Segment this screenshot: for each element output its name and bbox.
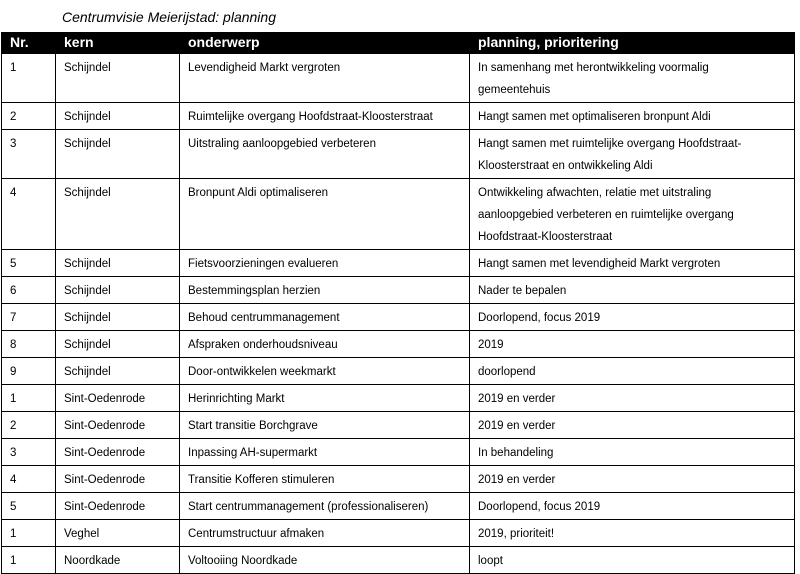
cell-onderwerp: Herinrichting Markt (180, 385, 470, 412)
cell-onderwerp: Bronpunt Aldi optimaliseren (180, 179, 470, 250)
cell-planning (470, 130, 795, 179)
cell-nr: 3 (2, 439, 56, 466)
cell-nr: 6 (2, 277, 56, 304)
cell-nr: 4 (2, 466, 56, 493)
cell-planning (470, 385, 795, 412)
planning-line: In behandeling (478, 447, 554, 459)
planning-line: Hangt samen met levendigheid Markt vergroten (478, 258, 721, 270)
planning-line: Hoofdstraat-Kloosterstraat (478, 231, 613, 243)
table-row (2, 277, 795, 304)
cell-onderwerp: Door-ontwikkelen weekmarkt (180, 358, 470, 385)
table-row (2, 331, 795, 358)
cell-nr: 2 (2, 103, 56, 130)
cell-kern: Sint-Oedenrode (56, 412, 180, 439)
table-row (2, 466, 795, 493)
cell-planning (470, 331, 795, 358)
cell-nr: 7 (2, 304, 56, 331)
table-row (2, 304, 795, 331)
table-row (2, 103, 795, 130)
cell-planning (470, 439, 795, 466)
cell-onderwerp: Start centrummanagement (professionaliseren) (180, 493, 470, 520)
cell-kern: Schijndel (56, 304, 180, 331)
cell-kern: Schijndel (56, 130, 180, 179)
table-row (2, 54, 795, 103)
cell-onderwerp: Inpassing AH-supermarkt (180, 439, 470, 466)
table-row (2, 358, 795, 385)
planning-line: In samenhang met herontwikkeling voormalig (478, 62, 709, 74)
cell-kern: Sint-Oedenrode (56, 385, 180, 412)
cell-onderwerp: Start transitie Borchgrave (180, 412, 470, 439)
cell-nr: 1 (2, 547, 56, 574)
cell-kern: Sint-Oedenrode (56, 466, 180, 493)
column-header-onderwerp: onderwerp (180, 33, 470, 54)
cell-planning (470, 466, 795, 493)
cell-kern: Sint-Oedenrode (56, 439, 180, 466)
table-row (2, 412, 795, 439)
planning-line: 2019 en verder (478, 474, 556, 486)
cell-nr: 9 (2, 358, 56, 385)
column-header-kern: kern (56, 33, 180, 54)
cell-kern: Sint-Oedenrode (56, 493, 180, 520)
table-row (2, 547, 795, 574)
cell-onderwerp: Transitie Kofferen stimuleren (180, 466, 470, 493)
planning-line: Hangt samen met ruimtelijke overgang Hoofdstraat- (478, 138, 742, 150)
cell-planning (470, 54, 795, 103)
table-row (2, 520, 795, 547)
cell-nr: 1 (2, 520, 56, 547)
planning-table (1, 32, 795, 574)
cell-kern: Schijndel (56, 250, 180, 277)
cell-onderwerp: Voltooiing Noordkade (180, 547, 470, 574)
cell-nr: 1 (2, 385, 56, 412)
planning-line: 2019, prioriteit! (478, 528, 555, 540)
cell-kern: Schijndel (56, 103, 180, 130)
cell-planning (470, 304, 795, 331)
planning-line: Hangt samen met optimaliseren bronpunt Aldi (478, 111, 711, 123)
cell-onderwerp: Uitstraling aanloopgebied verbeteren (180, 130, 470, 179)
cell-planning (470, 412, 795, 439)
page-title: Centrumvisie Meierijstad: planning (62, 9, 276, 25)
cell-nr: 1 (2, 54, 56, 103)
planning-line: 2019 en verder (478, 420, 556, 432)
cell-onderwerp: Bestemmingsplan herzien (180, 277, 470, 304)
table-row (2, 179, 795, 250)
cell-planning (470, 358, 795, 385)
planning-line: doorlopend (478, 366, 536, 378)
cell-planning (470, 493, 795, 520)
planning-line: Doorlopend, focus 2019 (478, 312, 601, 324)
cell-planning (470, 103, 795, 130)
cell-onderwerp: Ruimtelijke overgang Hoofdstraat-Kloosterstraat (180, 103, 470, 130)
table-row (2, 439, 795, 466)
cell-onderwerp: Levendigheid Markt vergroten (180, 54, 470, 103)
planning-line: Ontwikkeling afwachten, relatie met uitstraling (478, 187, 712, 199)
table-row (2, 493, 795, 520)
planning-line: 2019 en verder (478, 393, 556, 405)
cell-nr: 5 (2, 250, 56, 277)
cell-kern: Schijndel (56, 358, 180, 385)
column-header-planning: planning, prioritering (470, 33, 795, 54)
column-header-nr: Nr. (2, 33, 56, 54)
cell-kern: Schijndel (56, 179, 180, 250)
cell-onderwerp: Fietsvoorzieningen evalueren (180, 250, 470, 277)
planning-line: gemeentehuis (478, 84, 551, 96)
cell-kern: Schijndel (56, 277, 180, 304)
cell-kern: Veghel (56, 520, 180, 547)
cell-planning (470, 179, 795, 250)
table-header-row (2, 33, 795, 54)
planning-line: loopt (478, 555, 503, 567)
cell-kern: Noordkade (56, 547, 180, 574)
cell-nr: 3 (2, 130, 56, 179)
cell-nr: 4 (2, 179, 56, 250)
cell-nr: 2 (2, 412, 56, 439)
table-body (2, 54, 795, 574)
cell-kern: Schijndel (56, 54, 180, 103)
cell-planning (470, 250, 795, 277)
cell-planning (470, 277, 795, 304)
cell-onderwerp: Afspraken onderhoudsniveau (180, 331, 470, 358)
cell-nr: 5 (2, 493, 56, 520)
table-row (2, 130, 795, 179)
planning-line: 2019 (478, 339, 504, 351)
planning-line: Nader te bepalen (478, 285, 567, 297)
planning-line: aanloopgebied verbeteren en ruimtelijke overgang (478, 209, 734, 221)
cell-kern: Schijndel (56, 331, 180, 358)
cell-onderwerp: Behoud centrummanagement (180, 304, 470, 331)
table-row (2, 385, 795, 412)
planning-line: Doorlopend, focus 2019 (478, 501, 601, 513)
cell-planning (470, 547, 795, 574)
cell-nr: 8 (2, 331, 56, 358)
planning-line: Kloosterstraat en ontwikkeling Aldi (478, 160, 653, 172)
cell-onderwerp: Centrumstructuur afmaken (180, 520, 470, 547)
table-row (2, 250, 795, 277)
cell-planning (470, 520, 795, 547)
